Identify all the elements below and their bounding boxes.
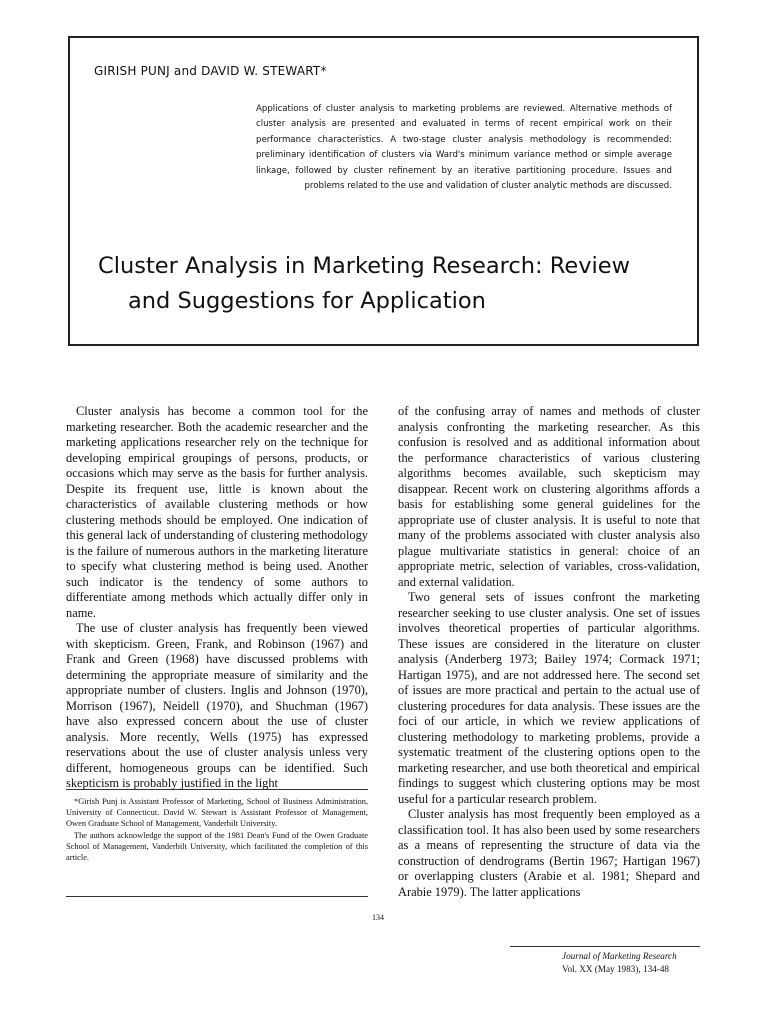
footnotes [66,796,368,863]
footnote-end-divider [66,896,368,897]
title-line-2: and Suggestions for Application [128,288,486,314]
journal-volume: Vol. XX (May 1983), 134-48 [562,964,670,974]
title-line-1: Cluster Analysis in Marketing Research: Review [98,253,631,279]
footnote-divider [66,789,368,790]
right-column [398,404,700,900]
body-paragraph: Cluster analysis has most frequently been employed as a classification tool. It has also been used by some researchers as a means of representing the structure of data via the construction of dendrograms (Bertin 1967; Hartigan 1967) or overlapping clusters (Arabie et al. 1981; Shepard and Arabie 1979). The latter applications [398,807,700,899]
footnote-acknowledgment: The authors acknowledge the support of the 1981 Dean's Fund of the Owen Graduate School of Management, Vanderbilt University, which facilitated the completion of this article. [66,830,368,863]
author-line: GIRISH PUNJ and DAVID W. STEWART* [94,64,327,78]
article-header-box [68,36,699,346]
body-paragraph: of the confusing array of names and methods of cluster analysis confronting the marketing researcher. As this confusion is resolved and as additional information about the performance characteristics of various clustering algorithms becomes available, such skepticism may disappear. Recent work on clustering algorithms affords a basis for establishing some general guidelines for the appropriate use of cluster analysis. It is useful to note that many of the problems associated with cluster analysis also plague multivariate statistics in general: choice of an appropriate metric, selection of variables, cross-validation, and external validation. [398,404,700,589]
body-paragraph: Cluster analysis has become a common tool for the marketing researcher. Both the academic researcher and the marketing applications researcher rely on the technique for developing empirical groupings of persons, products, or occasions which may serve as the basis for further analysis. Despite its frequent use, little is known about the characteristics of available clustering methods or how clustering methods should be employed. One indication of this general lack of understanding of clustering methodology is the failure of numerous authors in the marketing literature to specify what clustering method is being used. Another such indicator is the tendency of some authors to differentiate among methods which actually differ only in name. [66,404,368,620]
abstract: Applications of cluster analysis to marketing problems are reviewed. Alternative methods of cluster analysis are presented and evaluated in terms of recent empirical work on their performance characteristics. A two-stage cluster analysis methodology is recommended: preliminary identification of clusters via Ward's minimum variance method or simple average linkage, followed by cluster refinement by an iterative partitioning procedure. Issues and problems related to the use and validation of cluster analytic methods are discussed. [256,104,672,192]
body-paragraph: The use of cluster analysis has frequently been viewed with skepticism. Green, Frank, and Robinson (1967) and Frank and Green (1968) have discussed problems with determining the appropriate measure of similarity and the appropriate number of clusters. Inglis and Johnson (1970), Morrison (1967), Neidell (1970), and Shuchman (1967) have also expressed concern about the use of cluster analysis. More recently, Wells (1975) has expressed reservations about the use of cluster analysis unless very different, homogeneous groups can be identified. Such skepticism is probably justified in the light [66,621,368,790]
footnote-author-affiliation: *Girish Punj is Assistant Professor of Marketing, School of Business Administration, University of Connecticut. David W. Stewart is Assistant Professor of Management, Owen Graduate School of Management, Vanderbilt University. [66,797,368,829]
left-column [66,404,368,792]
article-title [98,249,688,319]
page-number: 134 [372,913,384,922]
journal-divider [510,946,700,947]
body-paragraph: Two general sets of issues confront the marketing researcher seeking to use cluster analysis. One set of issues involves theoretical properties of particular algorithms. These issues are considered in the literature on cluster analysis (Anderberg 1973; Bailey 1974; Cormack 1971; Hartigan 1975), and are not addressed here. The second set of issues are more practical and pertain to the actual use of clustering procedures for data analysis. These issues are the foci of our article, in which we review applications of clustering methodology to marketing problems, provide a systematic treatment of the clustering options open to the marketing researcher, and use both theoretical and empirical findings to suggest which clustering options may be most useful for a particular research problem. [398,590,700,806]
journal-citation [562,950,702,976]
journal-name: Journal of Marketing Research [562,951,677,961]
